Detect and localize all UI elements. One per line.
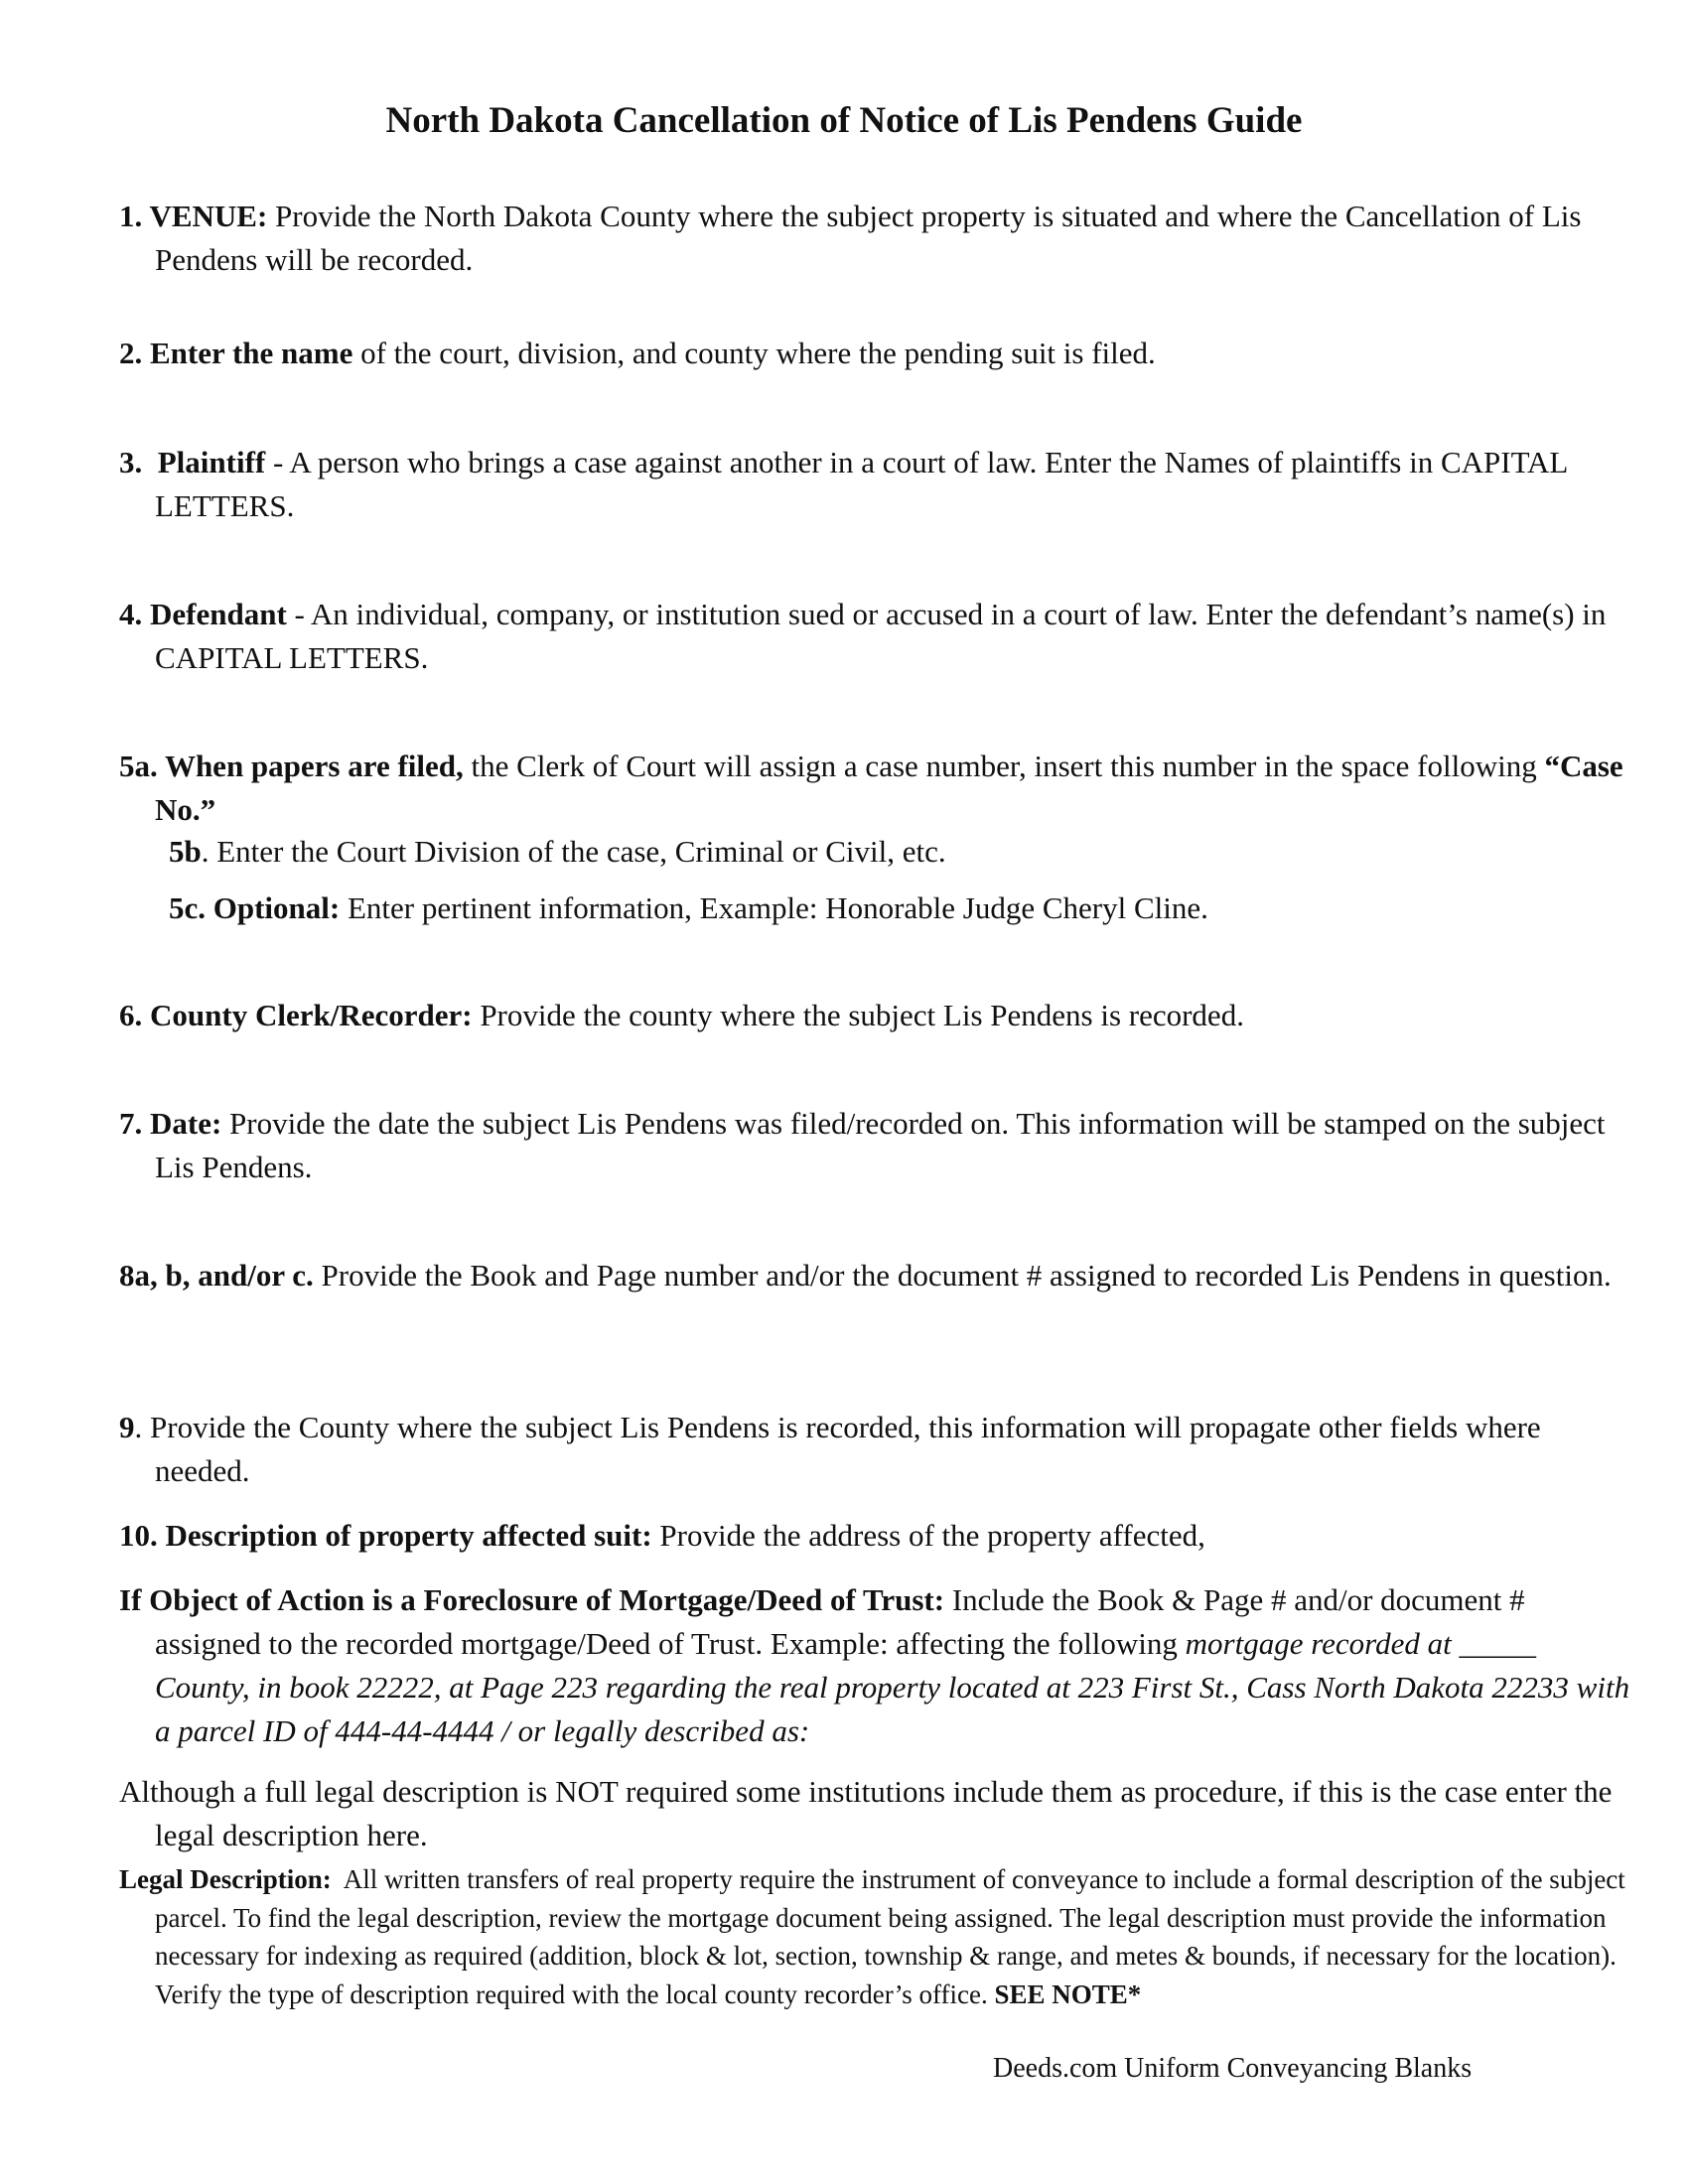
item-text: - A person who brings a case against another in a court of law. Enter the Names of plaintiffs in CAPITAL LETTERS. bbox=[155, 445, 1575, 523]
item-text: Provide the county where the subject Lis Pendens is recorded. bbox=[472, 998, 1244, 1032]
item-lead: 10. Description of property affected suit: bbox=[119, 1518, 652, 1553]
item-text: Although a full legal description is NOT required some institutions include them as procedure, if this is the case enter the legal description here. bbox=[119, 1774, 1613, 1852]
case-no-label: “Case No.” bbox=[155, 749, 1623, 827]
item-text: Provide the address of the property affected, bbox=[651, 1518, 1205, 1553]
item-prefix: 3. bbox=[119, 445, 158, 479]
item-property-description bbox=[119, 1514, 1634, 1558]
item-text: Include the Book & Page # and/or document # assigned to the recorded mortgage/Deed of Trust. Example: affecting the following bbox=[155, 1582, 1525, 1661]
item-lead: Legal Description: bbox=[119, 1864, 332, 1894]
item-court-name bbox=[119, 332, 1634, 375]
item-text: All written transfers of real property require the instrument of conveyance to include a formal description of the subject parcel. To find the legal description, review the mortgage document being assigned. The legal description must provide the information necessary for indexing as required (addition, block & lot, section, township & range, and metes & bounds, if necessary for the location). Verify the type of description required with the local county recorder’s office. bbox=[155, 1864, 1632, 2009]
item-optional bbox=[169, 887, 1579, 930]
item-lead: 5c. Optional: bbox=[169, 890, 341, 925]
item-legal-description bbox=[119, 1860, 1634, 2013]
item-text: - An individual, company, or institution sued or accused in a court of law. Enter the defendant’s name(s) in CAPITAL LETTERS. bbox=[155, 597, 1607, 675]
item-case-number bbox=[119, 745, 1634, 832]
item-text: Provide the Book and Page number and/or the document # assigned to recorded Lis Pendens in question. bbox=[313, 1258, 1612, 1293]
item-lead: 8a, b, and/or c. bbox=[119, 1258, 314, 1293]
see-note: SEE NOTE* bbox=[994, 1979, 1142, 2009]
item-text: of the court, division, and county where the pending suit is filed. bbox=[352, 336, 1156, 370]
foreclosure-example: mortgage recorded at _____ County, in book 22222, at Page 223 regarding the real property located at 223 First St., Cass North Dakota 22233 with a parcel ID of 444-44-4444 / or legally described as: bbox=[155, 1626, 1630, 1748]
item-plaintiff bbox=[119, 441, 1634, 528]
item-lead: 7. Date: bbox=[119, 1106, 222, 1141]
item-county-clerk bbox=[119, 994, 1634, 1037]
item-text: . Enter the Court Division of the case, Criminal or Civil, etc. bbox=[201, 834, 946, 869]
item-lead: Plaintiff bbox=[157, 445, 266, 479]
item-text: Enter pertinent information, Example: Honorable Judge Cheryl Cline. bbox=[340, 890, 1208, 925]
item-full-legal-note bbox=[119, 1770, 1634, 1857]
item-lead: 1. VENUE: bbox=[119, 199, 268, 233]
item-county bbox=[119, 1406, 1634, 1493]
item-date bbox=[119, 1102, 1634, 1189]
item-lead: 5b bbox=[169, 834, 202, 869]
item-text: . Provide the County where the subject Lis Pendens is recorded, this information will propagate other fields where needed. bbox=[134, 1410, 1541, 1488]
footer-brand: Deeds.com Uniform Conveyancing Blanks bbox=[993, 2053, 1473, 2084]
item-text: Provide the date the subject Lis Pendens was filed/recorded on. This information will be stamped on the subject Lis Pendens. bbox=[155, 1106, 1606, 1184]
item-court-division bbox=[169, 830, 1579, 874]
item-venue bbox=[119, 195, 1634, 282]
item-lead: 2. Enter the name bbox=[119, 336, 353, 370]
item-lead: 9 bbox=[119, 1410, 135, 1444]
page-title: North Dakota Cancellation of Notice of Lis Pendens Guide bbox=[385, 100, 1303, 141]
item-lead: If Object of Action is a Foreclosure of Mortgage/Deed of Trust: bbox=[119, 1582, 945, 1617]
item-text: Provide the North Dakota County where the subject property is situated and where the Cancellation of Lis Pendens will be recorded. bbox=[155, 199, 1582, 277]
item-book-page bbox=[119, 1254, 1634, 1297]
item-lead: 5a. When papers are filed, bbox=[119, 749, 464, 783]
item-lead: 6. County Clerk/Recorder: bbox=[119, 998, 473, 1032]
item-defendant bbox=[119, 593, 1634, 680]
item-foreclosure bbox=[119, 1578, 1634, 1753]
item-text: the Clerk of Court will assign a case number, insert this number in the space following bbox=[463, 749, 1545, 783]
item-lead: 4. Defendant bbox=[119, 597, 287, 631]
